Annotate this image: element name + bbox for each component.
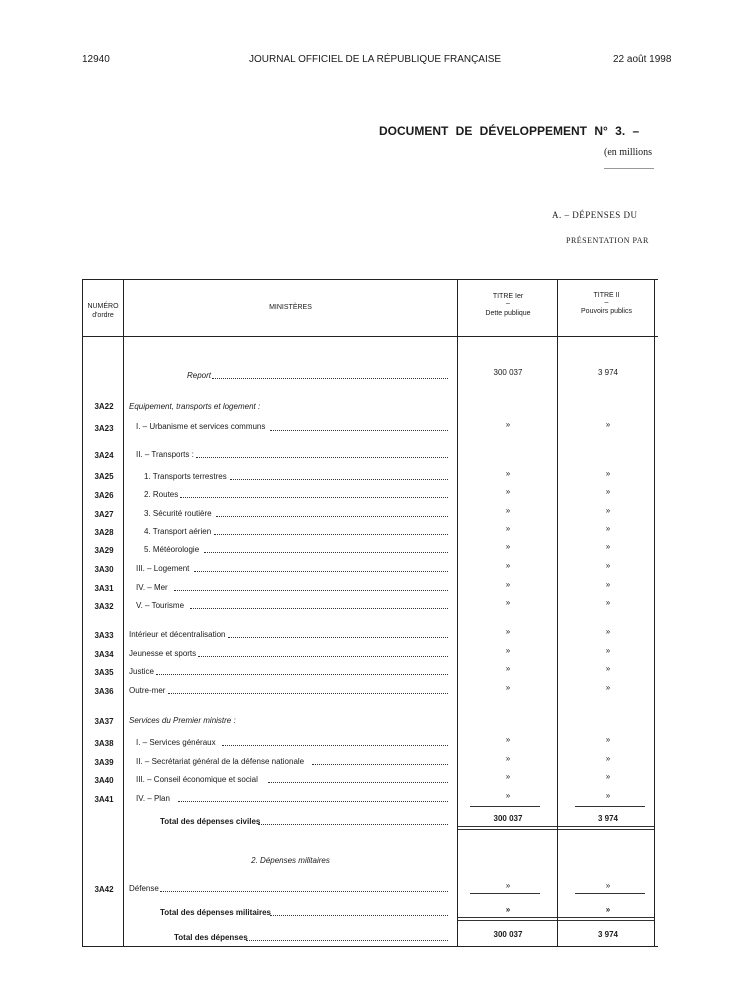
row-value-titre2: » [605, 506, 611, 515]
issue-date: 22 août 1998 [613, 54, 672, 65]
row-value-titre1: 300 037 [493, 814, 523, 823]
row-value-titre1: » [505, 598, 511, 607]
col-divider-titre2 [557, 279, 558, 947]
row-value-titre1: » [505, 627, 511, 636]
row-label: Total des dépenses militaires [160, 908, 272, 917]
row-value-titre1: » [505, 420, 511, 429]
row-value-titre2: » [605, 754, 611, 763]
total-rule [558, 829, 654, 830]
header-bottom-border [82, 336, 658, 337]
row-value-titre1: » [505, 683, 511, 692]
row-value-titre2: 3 974 [597, 930, 619, 939]
row-value-titre1: » [505, 791, 511, 800]
row-number: 3A22 [94, 402, 114, 411]
row-value-titre1: 300 037 [493, 368, 523, 377]
row-label: I. – Urbanisme et services communs [136, 422, 266, 431]
subtotal-rule [575, 893, 645, 894]
dot-leader [228, 637, 448, 638]
dot-leader [270, 430, 448, 431]
col-divider-right [654, 279, 655, 947]
row-value-titre2: » [605, 772, 611, 781]
section-title: A. – DÉPENSES DU [552, 210, 638, 220]
dot-leader [168, 693, 448, 694]
page-number: 12940 [82, 54, 110, 65]
total-rule [558, 917, 654, 918]
section-heading: 2. Dépenses militaires [251, 856, 330, 865]
row-value-titre1: » [505, 646, 511, 655]
dot-leader [270, 915, 448, 916]
row-value-titre1: 300 037 [493, 930, 523, 939]
document-title: DOCUMENT DE DÉVELOPPEMENT N° 3. – [379, 124, 640, 138]
table-bottom-border [82, 946, 658, 947]
row-value-titre2: » [605, 646, 611, 655]
row-label: Outre-mer [129, 686, 166, 695]
row-label: Total des dépenses [174, 933, 248, 942]
dot-leader [178, 801, 448, 802]
table-top-border [82, 279, 658, 280]
row-value-titre2: » [605, 735, 611, 744]
row-value-titre2: » [605, 881, 611, 890]
row-number: 3A33 [94, 631, 114, 640]
row-label: Défense [129, 884, 159, 893]
row-label: 5. Météorologie [144, 545, 200, 554]
row-number: 3A29 [94, 546, 114, 555]
col-divider-num [123, 279, 124, 947]
row-value-titre1: » [505, 772, 511, 781]
dot-leader [198, 656, 448, 657]
row-number: 3A40 [94, 776, 114, 785]
row-number: 3A31 [94, 584, 114, 593]
row-value-titre2: » [605, 524, 611, 533]
dot-leader [156, 674, 448, 675]
row-label: 4. Transport aérien [144, 527, 212, 536]
row-label: Equipement, transports et logement : [129, 402, 261, 411]
total-rule [458, 920, 557, 921]
header-ministeres: MINISTÈRES [269, 304, 312, 311]
dot-leader [246, 940, 448, 941]
row-value-titre2: » [605, 420, 611, 429]
row-value-titre2: 3 974 [597, 368, 619, 377]
row-label: II. – Secrétariat général de la défense nationale [136, 757, 305, 766]
row-value-titre2: » [605, 598, 611, 607]
dot-leader [204, 552, 448, 553]
row-value-titre1: » [505, 542, 511, 551]
total-rule [458, 826, 557, 827]
row-value-titre2: » [605, 469, 611, 478]
row-value-titre1: » [505, 469, 511, 478]
row-label: IV. – Mer [136, 583, 168, 592]
dot-leader [160, 891, 448, 892]
subtotal-rule [470, 806, 540, 807]
total-rule [458, 829, 557, 830]
unit-underline [604, 168, 654, 169]
row-number: 3A42 [94, 885, 114, 894]
row-value-titre2: » [605, 683, 611, 692]
row-value-titre2: » [605, 791, 611, 800]
row-number: 3A38 [94, 739, 114, 748]
row-value-titre2: » [605, 627, 611, 636]
row-value-titre2: » [605, 542, 611, 551]
dot-leader [190, 608, 448, 609]
dot-leader [196, 457, 448, 458]
table-left-border [82, 279, 83, 947]
row-label: II. – Transports : [136, 450, 194, 459]
row-label: V. – Tourisme [136, 601, 185, 610]
row-value-titre1: » [505, 580, 511, 589]
row-number: 3A37 [94, 717, 114, 726]
row-value-titre2: » [605, 487, 611, 496]
row-number: 3A34 [94, 650, 114, 659]
row-number: 3A39 [94, 758, 114, 767]
total-rule [458, 917, 557, 918]
row-number: 3A26 [94, 491, 114, 500]
row-value-titre1: » [505, 735, 511, 744]
dot-leader [212, 378, 448, 379]
row-label: Total des dépenses civiles [160, 817, 261, 826]
row-value-titre1: » [505, 506, 511, 515]
row-value-titre1: » [505, 754, 511, 763]
dot-leader [312, 764, 448, 765]
row-value-titre1: » [505, 905, 511, 914]
row-number: 3A36 [94, 687, 114, 696]
row-number: 3A30 [94, 565, 114, 574]
header-titre1-dash: – [506, 300, 510, 307]
row-number: 3A32 [94, 602, 114, 611]
row-value-titre2: » [605, 561, 611, 570]
row-number: 3A35 [94, 668, 114, 677]
row-number: 3A27 [94, 510, 114, 519]
total-rule [558, 826, 654, 827]
row-number: 3A25 [94, 472, 114, 481]
row-label: Report [187, 371, 212, 380]
row-label: 1. Transports terrestres [144, 472, 227, 481]
row-label: Jeunesse et sports [129, 649, 197, 658]
dot-leader [230, 479, 448, 480]
row-value-titre1: » [505, 881, 511, 890]
subsection-title: PRÉSENTATION PAR [566, 236, 649, 245]
dot-leader [268, 782, 448, 783]
unit-note: (en millions [604, 147, 653, 158]
row-label: Justice [129, 667, 154, 676]
dot-leader [194, 571, 448, 572]
row-label: Intérieur et décentralisation [129, 630, 226, 639]
row-label: I. – Services généraux [136, 738, 216, 747]
col-divider-titre1 [457, 279, 458, 947]
row-value-titre2: 3 974 [597, 814, 619, 823]
row-value-titre2: » [605, 580, 611, 589]
row-label: 2. Routes [144, 490, 179, 499]
row-number: 3A24 [94, 451, 114, 460]
row-value-titre1: » [505, 561, 511, 570]
dot-leader [214, 534, 448, 535]
row-label: Services du Premier ministre : [129, 716, 236, 725]
dot-leader [216, 516, 448, 517]
dot-leader [222, 745, 448, 746]
row-label: 3. Sécurité routière [144, 509, 212, 518]
row-label: III. – Conseil économique et social [136, 775, 258, 784]
row-label: IV. – Plan [136, 794, 170, 803]
header-titre1-sub: Dette publique [485, 310, 531, 317]
header-ordre: d'ordre [92, 312, 114, 319]
row-value-titre1: » [505, 487, 511, 496]
journal-title: JOURNAL OFFICIEL DE LA RÉPUBLIQUE FRANÇAISE [249, 54, 502, 65]
dot-leader [180, 497, 448, 498]
header-numero: NUMÉRO [87, 303, 119, 310]
row-value-titre2: » [605, 664, 611, 673]
subtotal-rule [470, 893, 540, 894]
row-value-titre1: » [505, 664, 511, 673]
header-titre2-sub: Pouvoirs publics [581, 308, 632, 315]
row-value-titre1: » [505, 524, 511, 533]
row-number: 3A23 [94, 424, 114, 433]
header-titre1: TITRE Ier [492, 293, 524, 300]
header-titre2-dash: – [604, 299, 609, 306]
subtotal-rule [575, 806, 645, 807]
total-rule [558, 920, 654, 921]
row-value-titre2: » [605, 905, 611, 914]
row-number: 3A41 [94, 795, 114, 804]
dot-leader [258, 824, 448, 825]
header-titre2: TITRE II [593, 292, 620, 299]
row-number: 3A28 [94, 528, 114, 537]
row-label: III. – Logement [136, 564, 190, 573]
dot-leader [174, 590, 448, 591]
